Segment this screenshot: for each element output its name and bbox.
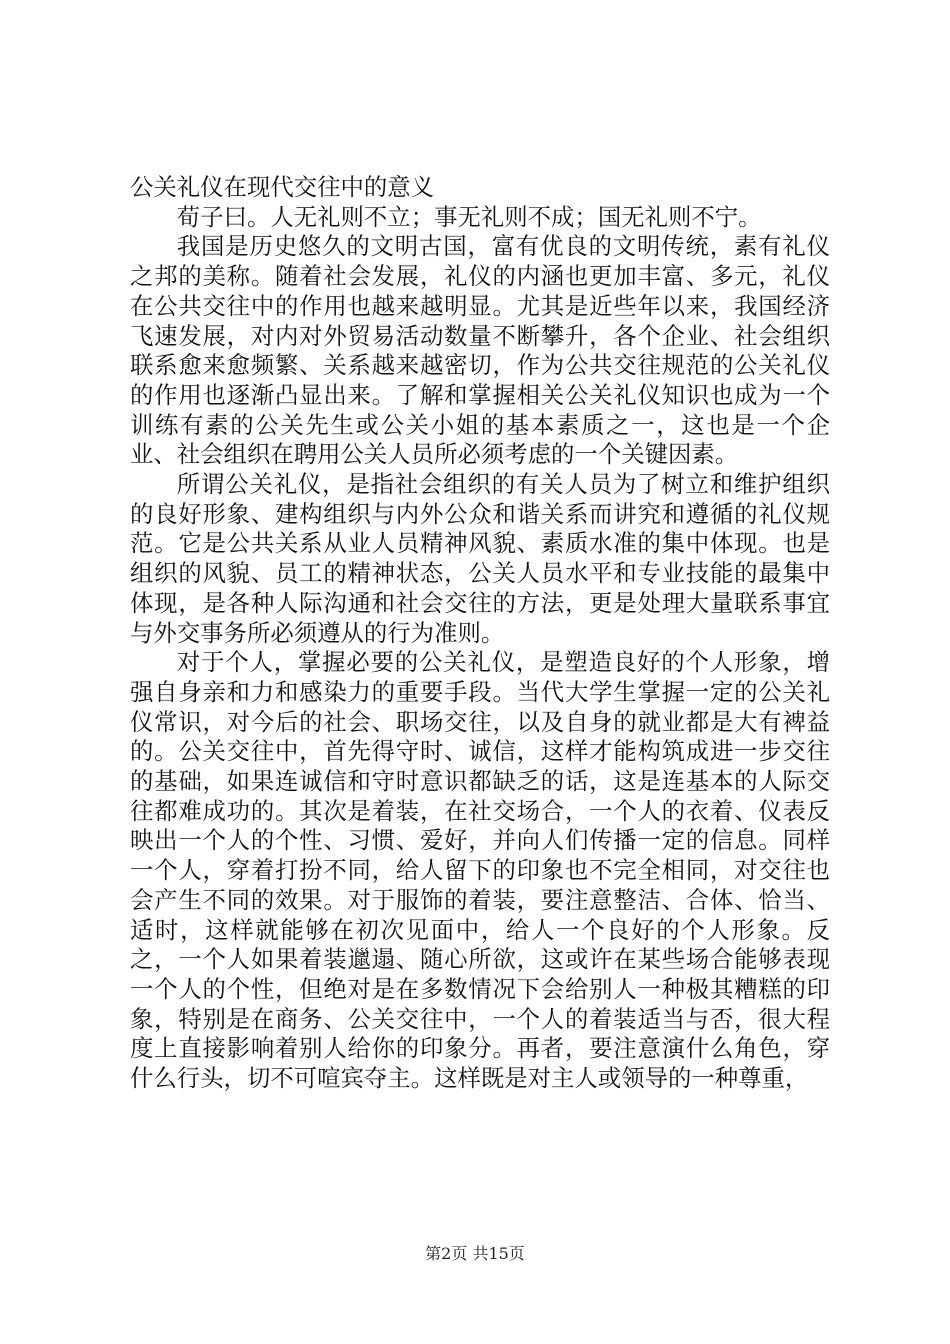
- document-title: 公关礼仪在现代交往中的意义: [130, 173, 435, 201]
- paragraph-1: 我国是历史悠久的文明古国，富有优良的文明传统，素有礼仪之邦的美称。随着社会发展，礼仪的内涵也更加丰富、多元，礼仪在公共交往中的作用也越来越明显。尤其是近些年以来，我国经济飞速发展，对内对外贸易活动数量不断攀升，各个企业、社会组织联系愈来愈频繁、关系越来越密切，作为公共交往规范的公关礼仪的作用也逐渐凸显出来。了解和掌握相关公关礼仪知识也成为一个训练有素的公关先生或公关小姐的基本素质之一，这也是一个企业、社会组织在聘用公关人员所必须考虑的一个关键因素。: [130, 232, 830, 469]
- page-number-footer: 第2页 共15页: [425, 1244, 525, 1263]
- paragraph-3: 对于个人，掌握必要的公关礼仪，是塑造良好的个人形象，增强自身亲和力和感染力的重要手段。当代大学生掌握一定的公关礼仪常识，对今后的社会、职场交往，以及自身的就业都是大有裨益的。公关交往中，首先得守时、诚信，这样才能构筑成进一步交往的基础，如果连诚信和守时意识都缺乏的话，这是连基本的人际交往都难成功的。其次是着装，在社交场合，一个人的衣着、仪表反映出一个人的个性、习惯、爱好，并向人们传播一定的信息。同样一个人，穿着打扮不同，给人留下的印象也不完全相同，对交往也会产生不同的效果。对于服饰的着装，要注意整洁、合体、恰当、适时，这样就能够在初次见面中，给人一个良好的个人形象。反之，一个人如果着装邋遢、随心所欲，这或许在某些场合能够表现一个人的个性，但绝对是在多数情况下会给别人一种极其糟糕的印象，特别是在商务、公关交往中，一个人的着装适当与否，很大程度上直接影响着别人给你的印象分。再者，要注意演什么角色，穿什么行头，切不可喧宾夺主。这样既是对主人或领导的一种尊重，: [130, 648, 830, 1093]
- paragraph-quote: 荀子曰。人无礼则不立；事无礼则不成；国无礼则不宁。: [176, 202, 762, 231]
- document-body: [130, 173, 830, 1094]
- paragraph-2: 所谓公关礼仪，是指社会组织的有关人员为了树立和维护组织的良好形象、建构组织与内外公众和谐关系而讲究和遵循的礼仪规范。它是公共关系从业人员精神风貌、素质水准的集中体现。也是组织的风貌、员工的精神状态，公关人员水平和专业技能的最集中体现，是各种人际沟通和社会交往的方法，更是处理大量联系事宜与外交事务所必须遵从的行为准则。: [130, 470, 830, 647]
